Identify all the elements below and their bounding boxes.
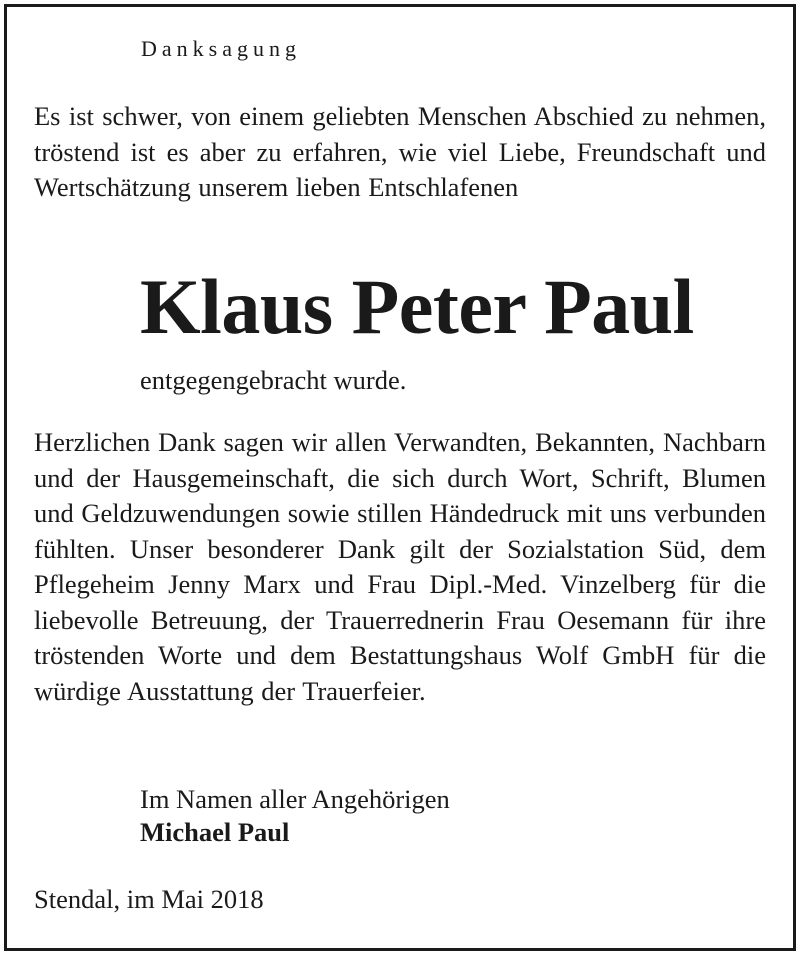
intro-paragraph: Es ist schwer, von einem geliebten Menschen Abschied zu nehmen, tröstend ist es aber zu erfahren, wie viel Liebe, Freundschaft und Wertschätzung unserem lieben Entschlafenen	[34, 101, 766, 202]
notice-heading: Danksagung	[141, 36, 301, 61]
thanks-paragraph: Herzlichen Dank sagen wir allen Verwandten, Bekannten, Nachbarn und der Hausgemeinschaft, die sich durch Wort, Schrift, Blumen und Geldzuwendungen sowie stillen Händedruck mit uns verbunden fühlten. Unser besonderer Dank gilt der Sozialstation Süd, dem Pflegeheim Jenny Marx und Frau Dipl.-Med. Vinzelberg für die liebevolle Betreuung, der Trauerrednerin Frau Oesemann für ihre tröstenden Worte und dem Bestattungshaus Wolf GmbH für die würdige Ausstattung der Trauerfeier.	[34, 427, 766, 706]
closing-line: Im Namen aller Angehörigen	[140, 784, 450, 814]
after-name-text: entgegengebracht wurde.	[140, 365, 407, 395]
deceased-name: Klaus Peter Paul	[140, 263, 694, 350]
signer-name: Michael Paul	[140, 817, 290, 847]
place-date: Stendal, im Mai 2018	[34, 884, 264, 914]
